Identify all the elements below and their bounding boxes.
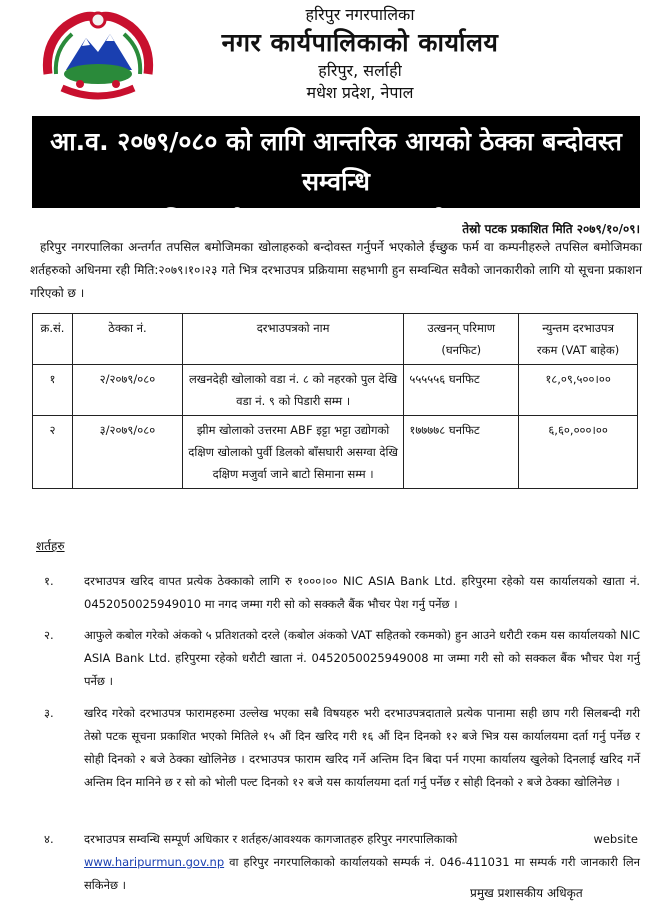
- province-name: मधेश प्रदेश, नेपाल: [306, 83, 414, 102]
- intro-paragraph: हरिपुर नगरपालिका अन्तर्गत तपसिल बमोजिमका खोलाहरुको बन्दोवस्त गर्नुपर्ने भएकोले ईच्छुक फर्म वा कम्पनीहरुले तपसिल बमोजिमका शर्तहरुको अधिनमा रही मिति:२०७९।१०।२३ गते भित्र दरभाउपत्र प्रक्रियामा सहभागी हुन सम्वन्धित सवैको जानकारीको लागि यो सूचना प्रकाशन गरिएको छ ।: [30, 240, 642, 300]
- publication-date: तेस्रो पटक प्रकाशित मिति २०७९/१०/०९।: [462, 222, 640, 236]
- notice-title-line-1: आ.व. २०७९/०८० को लागि आन्तरिक आयको ठेक्का बन्दोवस्त सम्वन्धि: [50, 127, 622, 196]
- term-text-part-a: दरभाउपत्र सम्वन्धि सम्पूर्ण अधिकार र शर्तहरु/आवश्यक कागजातहरु हरिपुर नगरपालिकाको: [84, 832, 458, 846]
- term-number: ४.: [44, 832, 54, 846]
- col-sn-header: क्र.सं.: [33, 314, 73, 365]
- tender-table: [32, 313, 638, 489]
- term-text: आफुले कबोल गरेको अंकको ५ प्रतिशतको दरले (कबोल अंकको VAT सहितको रकमको) हुन आउने धरौटी रकम यस कार्यालयको NIC ASIA Bank Ltd. हरिपुरमा रहेको धरौटी खाता नं. 0452050025949008 मा जम्मा गरी सो को सक्कल बैंक भौचर पेश गर्नु पर्नेछ ।: [84, 628, 640, 688]
- row-quantity: ५५५५५६ घनफिट: [404, 365, 519, 416]
- row-contract-no: २/२०७९/०८०: [72, 365, 182, 416]
- col-contract-no-header: ठेक्का नं.: [72, 314, 182, 365]
- table-row: [33, 365, 638, 416]
- terms-heading: शर्तहरु: [36, 539, 65, 553]
- term-text-part-b: वा हरिपुर नगरपालिकाको कार्यालयको सम्पर्क नं. 046-411031 मा सम्पर्क गरी जानकारी लिन सकिनेछ ।: [84, 855, 640, 892]
- row-name: झीम खोलाको उत्तरमा ABF इट्टा भट्टा उद्योगको दक्षिण खोलाको पुर्वी डिलको बाँसघारी असग्वा देखि दक्षिण मजुर्वा जाने बाटो सिमाना सम्म ।: [182, 416, 404, 489]
- notice-title-line-2: सिलबन्दी दरभाउपत्र आब्हानको सूचना: [163, 207, 509, 236]
- municipality-name: हरिपुर नगरपालिका: [305, 5, 415, 24]
- row-name: लखनदेही खोलाको वडा नं. ८ को नहरको पुल देखि वडा नं. ९ को पिडारी सम्म ।: [182, 365, 404, 416]
- col-name-header: दरभाउपत्रको नाम: [182, 314, 404, 365]
- signatory-title: प्रमुख प्रशासकीय अधिकृत: [470, 886, 583, 900]
- table-header-row: [33, 314, 638, 365]
- term-number: १.: [44, 574, 54, 588]
- term-text: खरिद गरेको दरभाउपत्र फारामहरुमा उल्लेख भएका सबै विषयहरु भरी दरभाउपत्रदाताले प्रत्येक पानामा सही छाप गरी सिलबन्दी गरी तेस्रो पटक सूचना प्रकाशित भएको मितिले १५ औं दिन खरिद गरी १६ औं दिन दिनको १२ बजे भित्र यस कार्यालयमा दर्ता गर्नु पर्नेछ र सोही दिनको २ बजे ठेक्का खोलिनेछ । दरभाउपत्र फाराम खरिद गर्ने अन्तिम दिन बिदा पर्न गएमा कार्यालय खुलेको दिनलाई खरिद गर्ने अन्तिम दिन मानिने छ र सो को भोली पल्ट दिनको १२ बजे यस कार्यालयमा दर्ता गर्नु पर्नेछ र सोही दिनको २ बजे ठेक्का खोलिनेछ ।: [84, 706, 640, 789]
- letterhead: [0, 0, 658, 118]
- website-label: website: [593, 832, 638, 846]
- website-link[interactable]: www.haripurmun.gov.np: [84, 855, 225, 869]
- term-number: ३.: [44, 706, 54, 720]
- col-quantity-header: [404, 314, 519, 365]
- row-min-rate: ६,६०,०००।००: [519, 416, 638, 489]
- row-sn: २: [33, 416, 73, 489]
- min-rate-header-line-2: रकम (VAT बाहेक): [536, 343, 620, 357]
- quantity-header-line-1: उत्खनन् परिमाण: [427, 321, 496, 335]
- row-min-rate: १८,०९,५००।००: [519, 365, 638, 416]
- min-rate-header-line-1: न्युन्तम दरभाउपत्र: [542, 321, 614, 335]
- quantity-header-line-2: (घनफिट): [441, 343, 482, 357]
- row-sn: १: [33, 365, 73, 416]
- office-location: हरिपुर, सर्लाही: [318, 61, 402, 80]
- letterhead-text: [110, 4, 610, 104]
- office-name: नगर कार्यपालिकाको कार्यालय: [221, 28, 499, 57]
- row-quantity: १७७७७८ घनफिट: [404, 416, 519, 489]
- col-min-rate-header: [519, 314, 638, 365]
- term-number: २.: [44, 628, 54, 642]
- row-contract-no: ३/२०७९/०८०: [72, 416, 182, 489]
- table-row: [33, 416, 638, 489]
- term-text: दरभाउपत्र खरिद वापत प्रत्येक ठेक्काको लागि रु १०००।०० NIC ASIA Bank Ltd. हरिपुरमा रहेको यस कार्यालयको खाता नं. 0452050025949010 मा नगद जम्मा गरी सो को सक्कलै बैंक भौचर पेश गर्नु पर्नेछ ।: [84, 574, 640, 611]
